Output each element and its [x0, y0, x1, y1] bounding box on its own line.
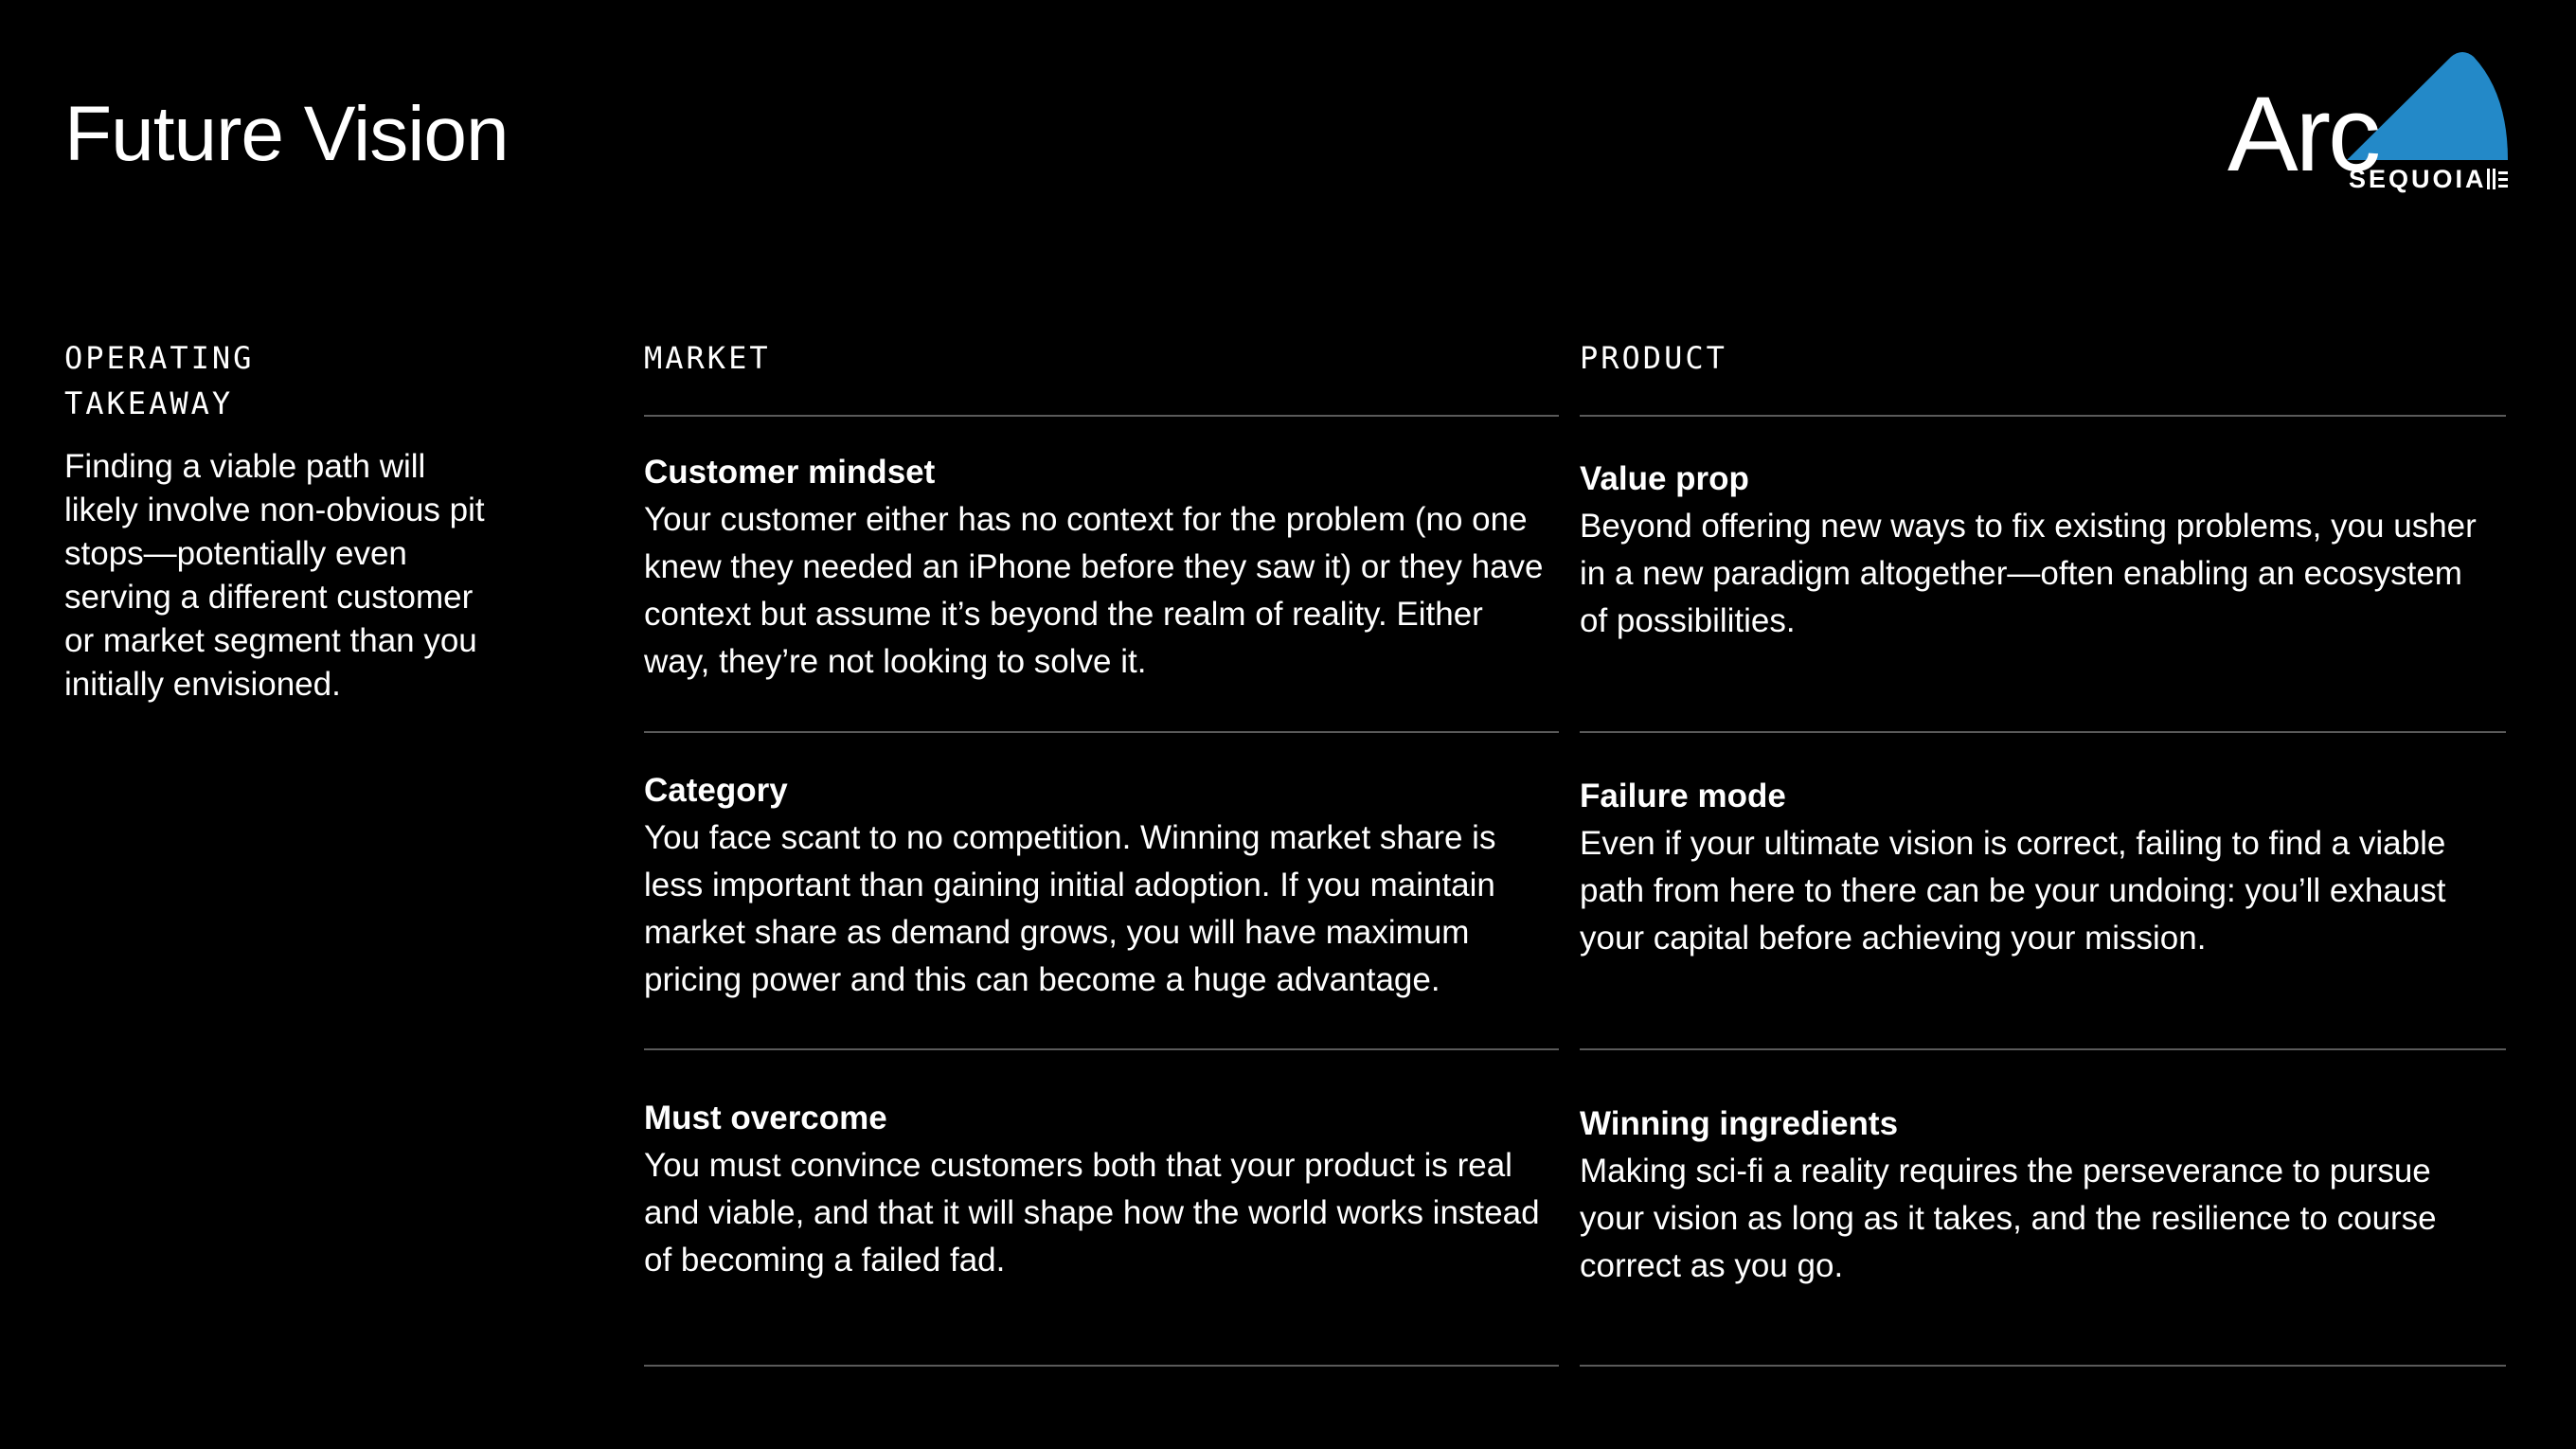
- market-cell-category: [644, 767, 1553, 1004]
- logo-subtitle: SEQUOIA: [2349, 165, 2487, 193]
- cell-heading: Customer mindset: [644, 454, 936, 491]
- cell-body: Your customer either has no context for the problem (no one knew they needed an iPhone before they saw it) or they have context but assume it’s beyond the realm of reality. Either way, they’re not looking to solve it.: [644, 501, 1544, 680]
- product-cell-winning-ingredients: [1580, 1100, 2479, 1290]
- product-cell-value-prop: [1580, 456, 2479, 645]
- cell-body: Beyond offering new ways to fix existing problems, you usher in a new paradigm altogether—often enabling an ecosystem of possibilities.: [1580, 508, 2477, 639]
- cell-body: Even if your ultimate vision is correct, failing to find a viable path from here to there can be your undoing: you’ll exhaust your capital before achieving your mission.: [1580, 825, 2446, 957]
- divider: [644, 1365, 1559, 1367]
- market-cell-must-overcome: [644, 1095, 1553, 1284]
- divider: [644, 731, 1559, 733]
- divider: [1580, 731, 2506, 733]
- cell-heading: Winning ingredients: [1580, 1105, 1899, 1142]
- operating-takeaway-text: Finding a viable path will likely involve non-obvious pit stops—potentially even serving a different customer or market segment than you initially envisioned.: [64, 448, 485, 703]
- page-title: Future Vision: [64, 91, 509, 177]
- cell-body: Making sci-fi a reality requires the perseverance to pursue your vision as long as it takes, and the resilience to course correct as you go.: [1580, 1153, 2437, 1284]
- logo-wordmark: Arc: [2227, 75, 2378, 193]
- divider: [644, 415, 1559, 417]
- cell-heading: Category: [644, 772, 788, 809]
- cell-body: You face scant to no competition. Winning market share is less important than gaining initial adoption. If you maintain market share as demand grows, you will have maximum pricing power and this can become a huge advantage.: [644, 819, 1496, 998]
- product-column-label: PRODUCT: [1580, 340, 1727, 376]
- market-cell-customer-mindset: [644, 449, 1553, 686]
- sequoia-mark-icon: [2487, 169, 2508, 189]
- arc-sequoia-logo: [2226, 51, 2510, 203]
- operating-takeaway-label: OPERATING TAKEAWAY: [64, 340, 255, 421]
- market-column-label: MARKET: [644, 340, 771, 376]
- divider: [1580, 1048, 2506, 1050]
- divider: [1580, 415, 2506, 417]
- cell-body: You must convince customers both that your product is real and viable, and that it will shape how the world works instead of becoming a failed fad.: [644, 1147, 1540, 1279]
- divider: [1580, 1365, 2506, 1367]
- cell-heading: Failure mode: [1580, 778, 1786, 814]
- product-cell-failure-mode: [1580, 773, 2479, 962]
- divider: [644, 1048, 1559, 1050]
- cell-heading: Value prop: [1580, 460, 1749, 497]
- cell-heading: Must overcome: [644, 1100, 887, 1136]
